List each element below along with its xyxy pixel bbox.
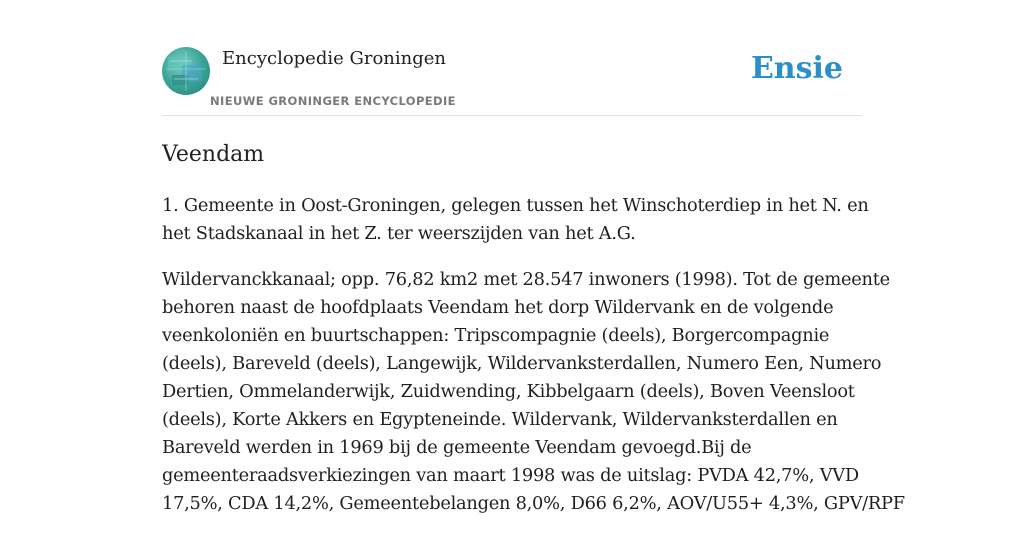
header-divider — [162, 115, 862, 116]
ensie-logo[interactable]: Ensie — [750, 51, 843, 86]
text-line: behoren naast de hoofdplaats Veendam het dorp Wildervank en de volgende — [162, 297, 834, 318]
map-thumbnail-icon — [162, 47, 210, 95]
text-line: (deels), Bareveld (deels), Langewijk, Wildervanksterdallen, Numero Een, Numero — [162, 353, 882, 374]
article-paragraph — [162, 266, 905, 518]
text-line: Dertien, Ommelanderwijk, Zuidwending, Kibbelgaarn (deels), Boven Veensloot — [162, 381, 855, 402]
text-line: 1. Gemeente in Oost-Groningen, gelegen tussen het Winschoterdiep in het N. en — [162, 195, 869, 216]
text-line: gemeenteraadsverkiezingen van maart 1998 was de uitslag: PVDA 42,7%, VVD — [162, 465, 859, 486]
page-title: Veendam — [162, 142, 265, 167]
text-line: 17,5%, CDA 14,2%, Gemeentebelangen 8,0%, D66 6,2%, AOV/U55+ 4,3%, GPV/RPF — [162, 493, 905, 514]
text-line: het Stadskanaal in het Z. ter weerszijden van het A.G. — [162, 223, 636, 244]
text-line: Wildervanckkanaal; opp. 76,82 km2 met 28.547 inwoners (1998). Tot de gemeente — [162, 269, 890, 290]
site-avatar[interactable] — [162, 47, 210, 95]
site-subtitle: NIEUWE GRONINGER ENCYCLOPEDIE — [210, 94, 456, 108]
article-body — [162, 192, 905, 536]
site-title[interactable]: Encyclopedie Groningen — [222, 48, 447, 69]
article-paragraph — [162, 192, 869, 248]
text-line: (deels), Korte Akkers en Egypteneinde. Wildervank, Wildervanksterdallen en — [162, 409, 838, 430]
text-line: Bareveld werden in 1969 bij de gemeente Veendam gevoegd.Bij de — [162, 437, 752, 458]
text-line: veenkoloniën en buurtschappen: Tripscompagnie (deels), Borgercompagnie — [162, 325, 830, 346]
